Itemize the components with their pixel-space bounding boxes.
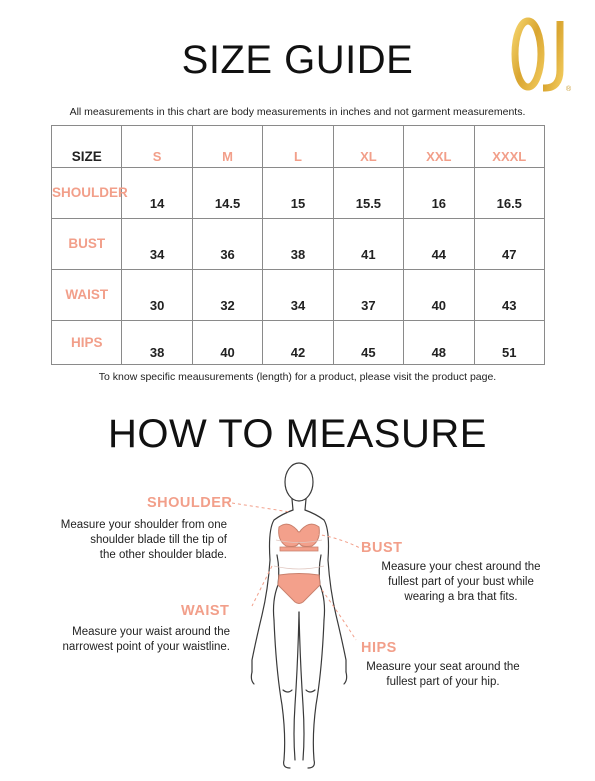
- product-page-note: To know specific meausurements (length) for a product, please visit the product page.: [98, 371, 497, 383]
- table-cell: 16.5: [474, 168, 544, 219]
- description-line: Measure your shoulder from one: [60, 519, 227, 531]
- table-cell: 43: [474, 269, 544, 320]
- shoulder-label: SHOULDER: [147, 495, 233, 511]
- table-cell: 44: [404, 218, 474, 269]
- description-line: Measure your chest around the: [381, 561, 541, 573]
- table-cell: 51: [474, 320, 544, 364]
- table-cell: 37: [333, 269, 403, 320]
- table-cell: 47: [474, 218, 544, 269]
- waist-label: WAIST: [181, 603, 230, 619]
- description-line: shoulder blade till the tip of: [90, 534, 227, 546]
- table-cell: 15.5: [333, 168, 403, 219]
- column-header: XXL: [404, 126, 474, 168]
- row-label: WAIST: [52, 269, 122, 320]
- shoulder-description: [20, 518, 227, 563]
- column-header: M: [192, 126, 262, 168]
- table-cell: 38: [263, 218, 333, 269]
- svg-text:®: ®: [566, 86, 572, 93]
- size-chart-table: [51, 125, 545, 365]
- table-row: [52, 218, 545, 269]
- table-cell: 15: [263, 168, 333, 219]
- table-cell: 40: [192, 320, 262, 364]
- table-cell: 42: [263, 320, 333, 364]
- hips-label: HIPS: [361, 640, 397, 656]
- row-label: BUST: [52, 218, 122, 269]
- row-label: SHOULDER: [52, 168, 122, 219]
- measurement-note: All measurements in this chart are body measurements in inches and not garment measurements.: [69, 106, 526, 118]
- description-line: wearing a bra that fits.: [404, 591, 518, 603]
- description-line: fullest part of your hip.: [386, 676, 500, 688]
- table-row: [52, 168, 545, 219]
- table-cell: 40: [404, 269, 474, 320]
- table-cell: 36: [192, 218, 262, 269]
- table-row: [52, 269, 545, 320]
- row-label: HIPS: [52, 320, 122, 364]
- table-cell: 32: [192, 269, 262, 320]
- column-header: XL: [333, 126, 403, 168]
- table-cell: 45: [333, 320, 403, 364]
- hips-description: [361, 660, 525, 690]
- column-header: L: [263, 126, 333, 168]
- column-header: XXXL: [474, 126, 544, 168]
- table-header-row: [52, 126, 545, 168]
- description-line: fullest part of your bust while: [388, 576, 534, 588]
- description-line: narrowest point of your waistline.: [62, 641, 230, 653]
- table-cell: 34: [263, 269, 333, 320]
- how-to-measure-title: HOW TO MEASURE: [108, 412, 487, 456]
- description-line: the other shoulder blade.: [99, 549, 227, 561]
- bust-label: BUST: [361, 540, 403, 556]
- table-cell: 14.5: [192, 168, 262, 219]
- table-row: [52, 320, 545, 364]
- table-cell: 48: [404, 320, 474, 364]
- page-title: SIZE GUIDE: [181, 38, 414, 82]
- table-corner-label: SIZE: [52, 126, 122, 168]
- description-line: Measure your seat around the: [366, 661, 520, 673]
- table-cell: 38: [122, 320, 192, 364]
- table-cell: 34: [122, 218, 192, 269]
- table-cell: 16: [404, 168, 474, 219]
- waist-description: [20, 625, 230, 655]
- description-line: Measure your waist around the: [72, 626, 230, 638]
- table-cell: 14: [122, 168, 192, 219]
- table-cell: 30: [122, 269, 192, 320]
- table-cell: 41: [333, 218, 403, 269]
- column-header: S: [122, 126, 192, 168]
- brand-logo: [508, 14, 578, 94]
- bust-description: [361, 560, 561, 605]
